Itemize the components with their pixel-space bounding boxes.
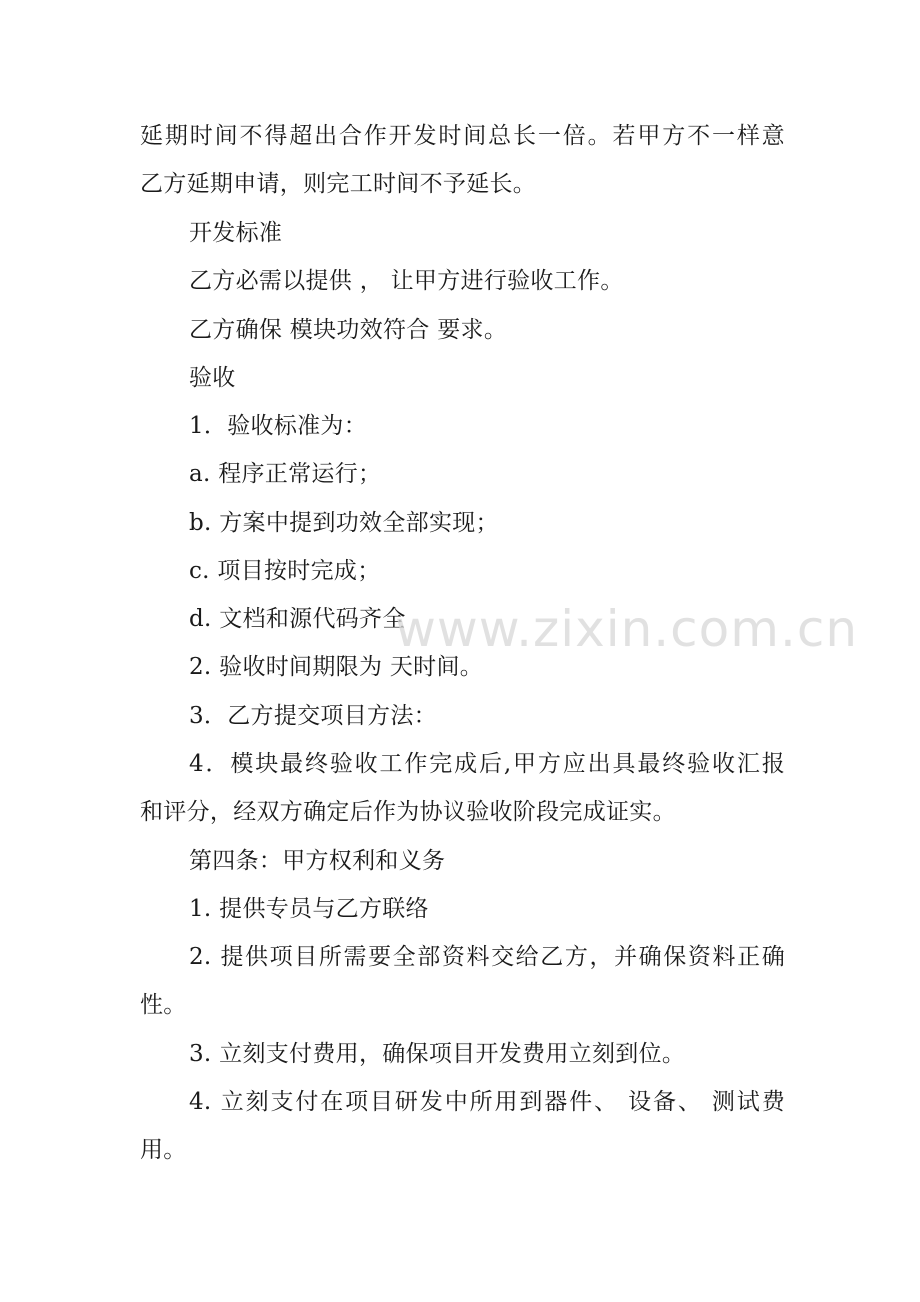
paragraph-line: 乙方必需以提供 ， 让甲方进行验收工作。 <box>189 268 624 294</box>
list-item: 3. 立刻支付费用，确保项目开发费用立刻到位。 <box>189 1041 686 1067</box>
list-item: 1. 提供专员与乙方联络 <box>189 896 429 922</box>
section-heading: 第四条：甲方权利和义务 <box>189 848 446 874</box>
list-item: 2. 提供项目所需要全部资料交给乙方，并确保资料正确 <box>189 944 785 970</box>
list-item: a. 程序正常运行； <box>189 461 382 487</box>
list-item: d. 文档和源代码齐全 <box>189 606 406 632</box>
paragraph-line: 用。 <box>140 1137 187 1163</box>
section-heading: 开发标准 <box>189 220 283 246</box>
list-item: 4．模块最终验收工作完成后,甲方应出具最终验收汇报 <box>189 751 785 777</box>
section-heading: 验收 <box>189 365 236 391</box>
paragraph-line: 乙方延期申请，则完工时间不予延长。 <box>140 171 537 197</box>
list-item: 3．乙方提交项目方法： <box>189 703 437 729</box>
list-item: 2. 验收时间期限为 天时间。 <box>189 654 484 680</box>
list-item: 1．验收标准为： <box>189 413 368 439</box>
paragraph-line: 性。 <box>140 992 187 1018</box>
list-item: b. 方案中提到功效全部实现； <box>189 510 499 536</box>
list-item: 4. 立刻支付在项目研发中所用到器件、 设备、 测试费 <box>189 1089 785 1115</box>
list-item: c. 项目按时完成； <box>189 558 381 584</box>
paragraph-line: 延期时间不得超出合作开发时间总长一倍。若甲方不一样意 <box>140 123 785 149</box>
paragraph-line: 乙方确保 模块功效符合 要求。 <box>189 317 508 343</box>
watermark: www.zixin.com.cn <box>395 600 859 658</box>
paragraph-line: 和评分，经双方确定后作为协议验收阶段完成证实。 <box>140 799 676 825</box>
